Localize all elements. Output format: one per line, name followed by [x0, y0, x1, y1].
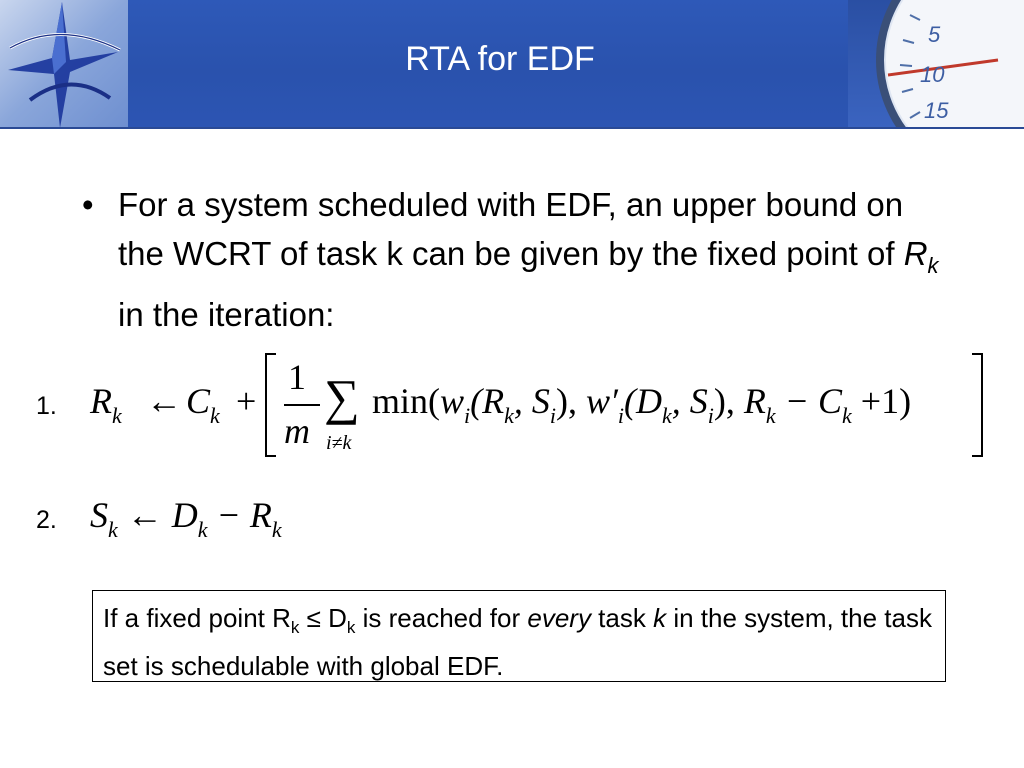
sum-index-text: i≠k	[326, 432, 352, 454]
note-sub1: k	[290, 618, 300, 637]
equation-2-number: 2.	[36, 506, 57, 534]
min-expression	[372, 380, 911, 429]
eq1-wprime: w′	[586, 381, 618, 421]
stopwatch-number-5: 5	[928, 22, 941, 47]
note-part4: task	[590, 603, 654, 633]
eq2-R-sub: k	[271, 517, 282, 542]
eq1-tail: +1)	[851, 381, 912, 421]
eq2-S-sub: k	[108, 517, 118, 542]
fraction-denominator	[284, 410, 310, 452]
stopwatch-image	[848, 0, 1024, 128]
stopwatch-number-10: 10	[920, 62, 945, 87]
equation-1-C	[186, 380, 220, 429]
equation-1-number: 1.	[36, 392, 57, 420]
eq1-w: w	[440, 381, 465, 421]
eq1-arg2-sub: i	[549, 403, 557, 428]
eq1-close2: ),	[713, 381, 744, 421]
eq1-arg5: R	[743, 381, 766, 421]
note-part3: is reached for	[355, 603, 528, 633]
slide-title-text: RTA for EDF	[405, 40, 595, 78]
bullet-text-part2: in the iteration:	[118, 296, 335, 333]
eq1-arg4: , S	[671, 381, 708, 421]
schedulability-note-box	[92, 590, 946, 682]
right-floor-bracket-icon	[968, 352, 988, 458]
note-emph-k: k	[653, 603, 667, 633]
left-floor-bracket-icon	[262, 352, 282, 458]
eq2-D-sub: k	[197, 517, 208, 542]
bullet-var-symbol: R	[903, 235, 928, 272]
fraction-bar	[284, 404, 320, 406]
bullet-text	[118, 180, 948, 339]
fraction-numerator: 1	[288, 357, 306, 397]
equation-1-lhs	[90, 380, 122, 429]
note-emph-every: every	[527, 603, 591, 633]
eq1-arg3: (D	[624, 381, 663, 421]
stopwatch-icon	[848, 0, 1024, 128]
note-part5: in the system, the task set is schedulable with global EDF.	[103, 603, 932, 681]
eq1-w-sub: i	[464, 403, 471, 428]
eq2-arrow: ←	[126, 495, 163, 535]
bullet-var-sub: k	[927, 253, 939, 278]
slide-header	[0, 0, 1024, 128]
eq1-m: m	[284, 411, 310, 451]
eq2-S: S	[90, 495, 108, 535]
header-divider	[0, 127, 1024, 129]
min-label: min(	[372, 381, 440, 421]
eq1-minus-C: − C	[775, 381, 842, 421]
note-part1: If a fixed point R	[103, 603, 291, 633]
eq1-arg6-sub: k	[842, 403, 852, 428]
eq1-wprime-sub: i	[617, 403, 625, 428]
eq2-minus-R: − R	[207, 495, 272, 535]
eq1-arg1: (R	[470, 381, 505, 421]
note-part2: ≤ D	[299, 603, 347, 633]
eq1-arg4-sub: i	[707, 403, 714, 428]
note-sub2: k	[346, 618, 356, 637]
eq1-R: R	[90, 381, 112, 421]
equation-1-plus: +	[236, 381, 257, 421]
eq1-arg1-sub: k	[504, 403, 514, 428]
bullet-dot-icon: •	[82, 186, 94, 223]
sum-index	[326, 432, 351, 455]
equation-1-arrow: ←	[146, 381, 182, 421]
eq2-D: D	[171, 495, 198, 535]
stopwatch-number-15: 15	[924, 98, 949, 123]
eq1-C: C	[186, 381, 211, 421]
equation-2	[90, 494, 282, 543]
eq1-arg5-sub: k	[765, 403, 776, 428]
sum-symbol: ∑	[324, 369, 360, 425]
eq1-C-sub: k	[210, 403, 220, 428]
bullet-text-part1: For a system scheduled with EDF, an upper bound on the WCRT of task k can be given by the fixed point of	[118, 186, 904, 272]
eq1-R-sub: k	[112, 403, 122, 428]
eq1-close1: ),	[556, 381, 587, 421]
eq1-arg2: , S	[513, 381, 550, 421]
eq1-arg3-sub: k	[662, 403, 672, 428]
